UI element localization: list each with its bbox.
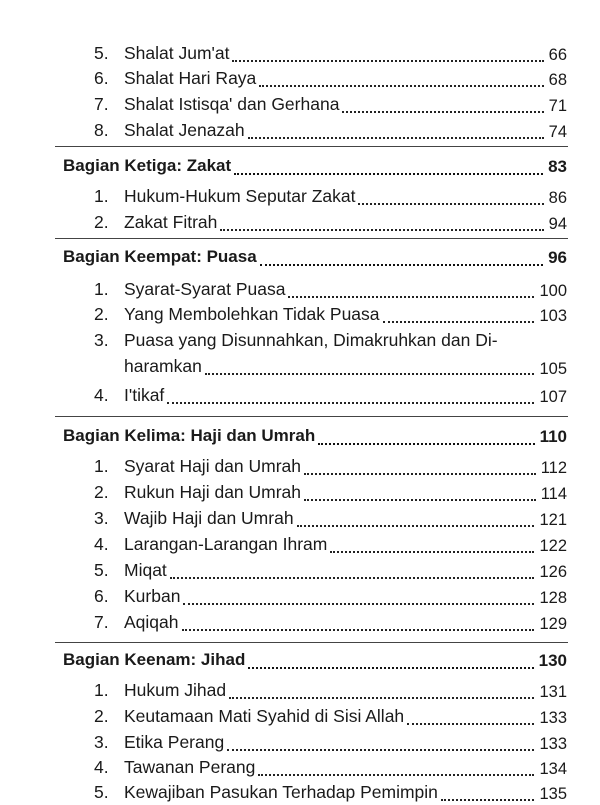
item-number: 1. [94,279,109,299]
item-number: 1. [94,680,109,700]
dot-leader [183,603,534,605]
item-title: Yang Membolehkan Tidak Puasa [124,304,380,324]
item-page: 134 [539,760,567,778]
section-title: Bagian Ketiga: Zakat [63,156,232,175]
item-number: 7. [94,612,109,632]
section-page: 110 [539,427,567,446]
item-title: Aqiqah [124,612,179,632]
item-page: 114 [540,485,567,503]
dot-leader [318,443,534,445]
item-title: Kurban [124,586,181,606]
item-page: 107 [539,388,567,406]
item-number: 4. [94,385,109,405]
dot-leader [407,723,534,725]
item-page: 133 [539,735,567,753]
item-title: Miqat [124,560,167,580]
item-title: Shalat Istisqa' dan Gerhana [124,94,340,114]
dot-leader [182,629,535,631]
item-number: 5. [94,560,109,580]
dot-leader [304,473,536,475]
dot-leader [167,402,534,404]
section-title: Bagian Keempat: Puasa [63,247,257,266]
item-title: Zakat Fitrah [124,212,218,232]
item-title-continued: haramkan [124,356,202,376]
section-page: 83 [548,157,567,176]
dot-leader [441,799,535,801]
item-page: 135 [539,785,567,803]
dot-leader [358,203,543,205]
dot-leader [227,749,534,751]
item-title: Etika Perang [124,732,225,752]
dot-leader [234,173,543,175]
item-title: Kewajiban Pasukan Terhadap Pemimpin [124,782,438,802]
item-page: 122 [539,537,567,555]
section-divider [55,238,568,239]
item-page: 121 [539,511,567,529]
dot-leader [297,525,535,527]
dot-leader [248,137,544,139]
section-page: 130 [538,651,567,670]
dot-leader [232,60,543,62]
item-number: 2. [94,212,109,232]
item-number: 1. [94,186,109,206]
section-page: 96 [548,248,567,267]
item-page: 105 [539,360,567,378]
item-number: 3. [94,732,109,752]
section-title: Bagian Keenam: Jihad [63,650,246,669]
item-page: 66 [548,46,567,64]
item-number: 3. [94,508,109,528]
item-title: Wajib Haji dan Umrah [124,508,294,528]
dot-leader [229,697,534,699]
item-title: Puasa yang Disunnahkan, Dimakruhkan dan Di- [124,330,498,350]
item-number: 8. [94,120,109,140]
item-number: 6. [94,68,109,88]
item-title: Rukun Haji dan Umrah [124,482,302,502]
item-number: 4. [94,534,109,554]
item-page: 112 [540,459,567,477]
item-number: 3. [94,330,109,350]
item-page: 133 [539,709,567,727]
section-divider [55,146,568,147]
item-page: 100 [539,282,567,300]
item-page: 74 [548,123,567,141]
item-number: 4. [94,757,109,777]
dot-leader [259,85,543,87]
item-title: Syarat Haji dan Umrah [124,456,302,476]
item-title: Syarat-Syarat Puasa [124,279,286,299]
item-title: I'tikaf [124,385,165,405]
dot-leader [248,667,533,669]
item-title: Shalat Jum'at [124,43,230,63]
item-number: 5. [94,43,109,63]
item-title: Shalat Jenazah [124,120,245,140]
item-page: 86 [548,189,567,207]
item-page: 129 [539,615,567,633]
dot-leader [220,229,543,231]
toc-item[interactable] [0,330,600,382]
item-number: 1. [94,456,109,476]
item-page: 126 [539,563,567,581]
dot-leader [383,321,535,323]
item-title: Keutamaan Mati Syahid di Sisi Allah [124,706,405,726]
item-title: Tawanan Perang [124,757,256,777]
item-number: 2. [94,706,109,726]
item-number: 7. [94,94,109,114]
item-number: 6. [94,586,109,606]
dot-leader [330,551,534,553]
section-title: Bagian Kelima: Haji dan Umrah [63,426,316,445]
item-number: 2. [94,304,109,324]
dot-leader [205,373,535,375]
item-page: 103 [539,307,567,325]
item-page: 94 [548,215,567,233]
item-page: 131 [539,683,567,701]
dot-leader [260,264,543,266]
item-title: Shalat Hari Raya [124,68,257,88]
item-title: Hukum-Hukum Seputar Zakat [124,186,356,206]
dot-leader [342,111,543,113]
item-title: Hukum Jihad [124,680,227,700]
item-number: 2. [94,482,109,502]
dot-leader [288,296,534,298]
dot-leader [170,577,535,579]
item-page: 68 [548,71,567,89]
item-page: 128 [539,589,567,607]
item-number: 5. [94,782,109,802]
section-divider [55,642,568,643]
section-divider [55,416,568,417]
item-title: Larangan-Larangan Ihram [124,534,328,554]
dot-leader [258,774,534,776]
dot-leader [304,499,536,501]
item-page: 71 [548,97,567,115]
